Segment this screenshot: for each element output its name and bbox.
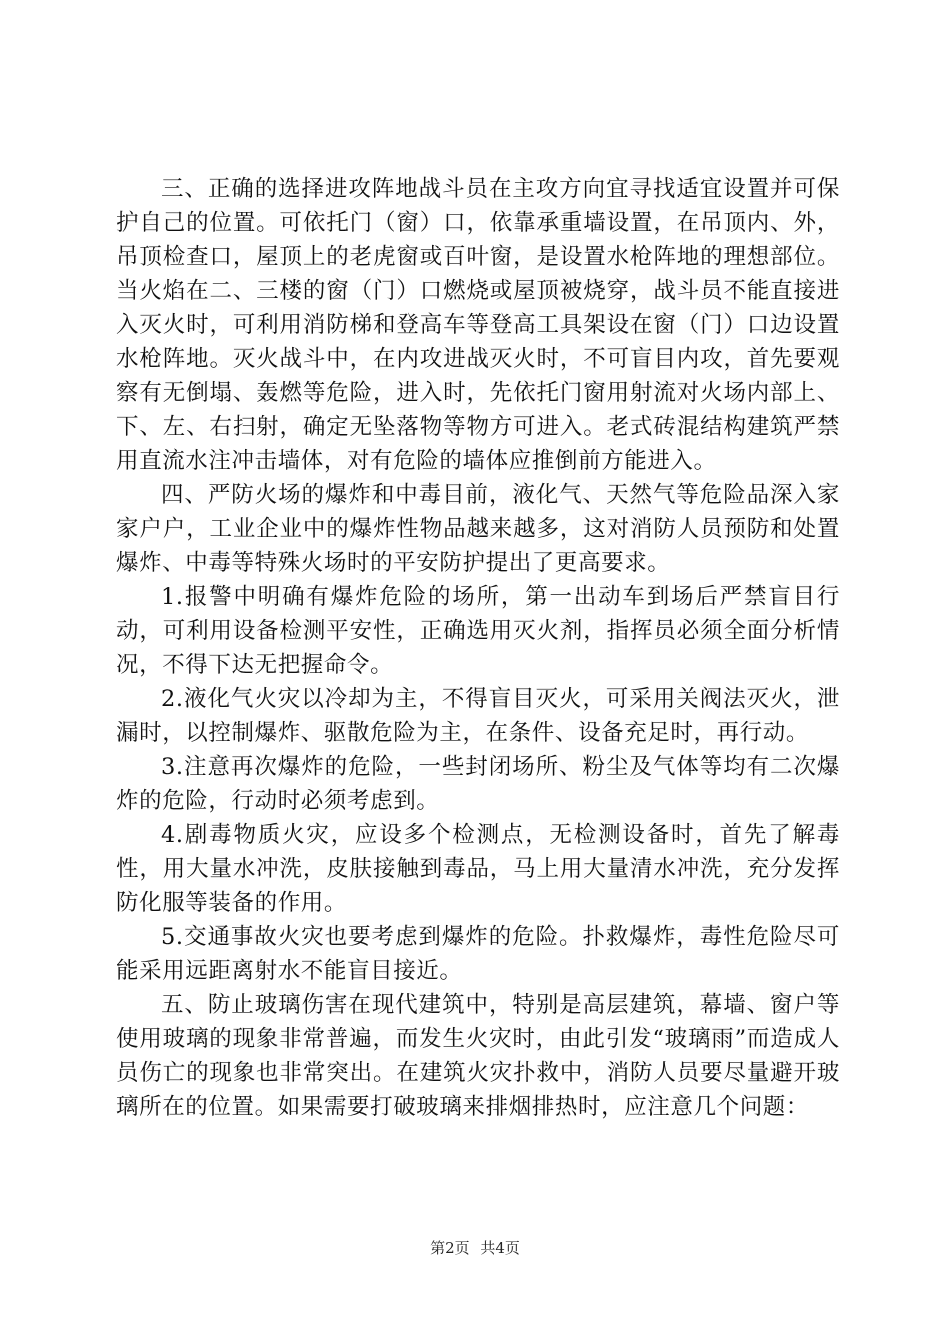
page-footer <box>0 1238 950 1258</box>
page-number: 第2页 <box>430 1239 470 1257</box>
paragraph-section-3: 三、正确的选择进攻阵地战斗员在主攻方向宜寻找适宜设置并可保护自己的位置。可依托门（窗）口，依靠承重墙设置，在吊顶内、外，吊顶检查口，屋顶上的老虎窗或百叶窗，是设置水枪阵地的理想部位。当火焰在二、三楼的窗（门）口燃烧或屋顶被烧穿，战斗员不能直接进入灭火时，可利用消防梯和登高车等登高工具架设在窗（门）口边设置水枪阵地。灭火战斗中，在内攻进战灭火时，不可盲目内攻，首先要观察有无倒塌、轰燃等危险，进入时，先依托门窗用射流对火场内部上、下、左、右扫射，确定无坠落物等物方可进入。老式砖混结构建筑严禁用直流水注冲击墙体，对有危险的墙体应推倒前方能进入。 <box>116 176 840 474</box>
paragraph-section-5: 五、防止玻璃伤害在现代建筑中，特别是高层建筑，幕墙、窗户等使用玻璃的现象非常普遍，而发生火灾时，由此引发“玻璃雨”而造成人员伤亡的现象也非常突出。在建筑火灾扑救中，消防人员要尽量避开玻璃所在的位置。如果需要打破玻璃来排烟排热时，应注意几个问题： <box>116 992 840 1120</box>
page-total: 共4页 <box>480 1239 520 1257</box>
paragraph-item-2: 2.液化气火灾以冷却为主，不得盲目灭火，可采用关阀法灭火，泄漏时，以控制爆炸、驱散危险为主，在条件、设备充足时，再行动。 <box>116 686 840 746</box>
paragraph-item-5: 5.交通事故火灾也要考虑到爆炸的危险。扑救爆炸，毒性危险尽可能采用远距离射水不能盲目接近。 <box>116 924 840 984</box>
paragraph-item-3: 3.注意再次爆炸的危险，一些封闭场所、粉尘及气体等均有二次爆炸的危险，行动时必须考虑到。 <box>116 754 840 814</box>
paragraph-item-1: 1.报警中明确有爆炸危险的场所，第一出动车到场后严禁盲目行动，可利用设备检测平安性，正确选用灭火剂，指挥员必须全面分析情况，不得下达无把握命令。 <box>116 584 840 678</box>
paragraph-section-4: 四、严防火场的爆炸和中毒目前，液化气、天然气等危险品深入家家户户，工业企业中的爆炸性物品越来越多，这对消防人员预防和处置爆炸、中毒等特殊火场时的平安防护提出了更高要求。 <box>116 482 840 576</box>
document-body <box>116 172 840 1124</box>
paragraph-item-4: 4.剧毒物质火灾，应设多个检测点，无检测设备时，首先了解毒性，用大量水冲洗，皮肤接触到毒品，马上用大量清水冲洗，充分发挥防化服等装备的作用。 <box>116 822 840 916</box>
